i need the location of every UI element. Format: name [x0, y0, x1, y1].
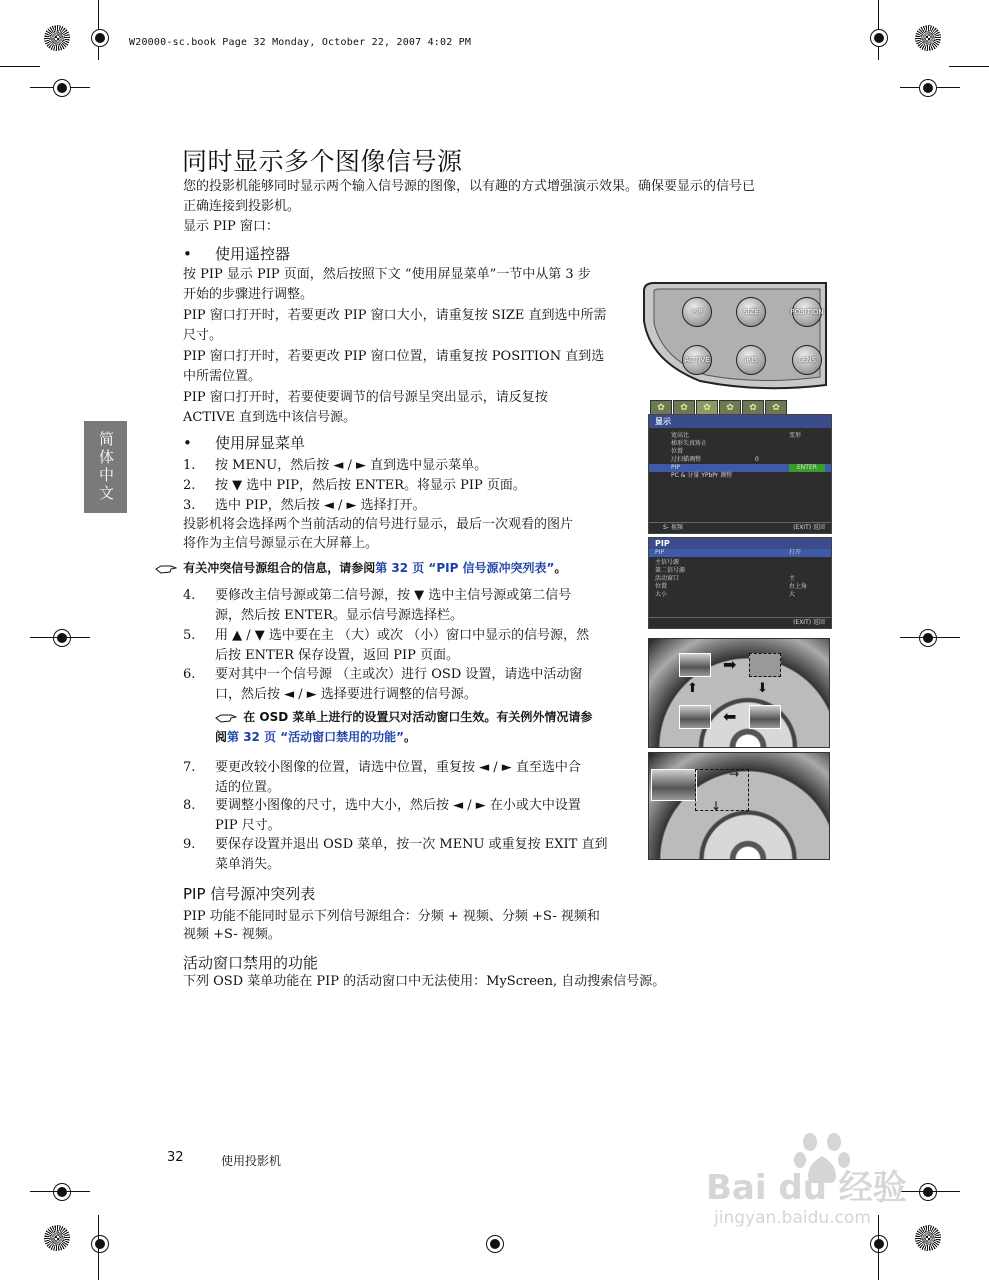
registration-mark — [870, 1235, 888, 1253]
osd-menu-row-selected — [649, 464, 831, 472]
starburst-bottom-left — [44, 1225, 70, 1251]
pip-thumbnail — [749, 705, 781, 729]
step-text: 选中 PIP，然后按 ◄ / ► 选择打开。 — [215, 498, 426, 513]
step-text: 要对其中一个信号源 （主或次）进行 OSD 设置，请选中活动窗 — [215, 667, 583, 682]
osd-menu-row — [649, 432, 831, 440]
starburst-top-right — [915, 25, 941, 51]
language-tab: 简体中文 — [84, 421, 127, 513]
registration-mark — [53, 629, 71, 647]
osd-row-label: 第二信号源 — [655, 567, 686, 574]
osd-footer-exit: (EXIT) 返回 — [793, 524, 825, 531]
step-text: 要保存设置并退出 OSD 菜单，按一次 MENU 或重复按 EXIT 直到 — [215, 837, 608, 852]
osd-row-label: 大小 — [655, 591, 668, 598]
note-text: 在 OSD 菜单上进行的设置只对活动窗口生效。有关例外情况请参 — [243, 710, 593, 724]
osd-menu-row — [649, 559, 831, 567]
step-text: 菜单消失。 — [215, 857, 281, 872]
section-heading-disabled: 活动窗口禁用的功能 — [183, 954, 319, 972]
cross-reference-link[interactable]: 第 32 页 “PIP 信号源冲突列表” — [375, 561, 555, 575]
starburst-top-left — [44, 25, 70, 51]
crop-line — [949, 66, 989, 67]
step-text: 用 ▲ / ▼ 选中要在主 （大）或次 （小）窗口中显示的信号源，然 — [215, 628, 590, 643]
remote-paragraph-line: 开始的步骤进行调整。 — [183, 287, 314, 302]
section-heading-conflict: PIP 信号源冲突列表 — [183, 885, 316, 903]
cross-reference-link[interactable]: 第 32 页 “活动窗口禁用的功能” — [227, 730, 405, 744]
osd-menu-row — [649, 456, 831, 464]
remote-paragraph-line: PIP 窗口打开时，若要更改 PIP 窗口位置，请重复按 POSITION 直到选 — [183, 349, 605, 364]
footer-section-title: 使用投影机 — [221, 1154, 282, 1168]
step-number: 2. — [183, 478, 196, 493]
registration-mark — [870, 29, 888, 47]
page-title: 同时显示多个图像信号源 — [182, 147, 463, 176]
print-header: W20000-sc.book Page 32 Monday, October 22, 2007 4:02 PM — [129, 37, 472, 48]
remote-paragraph-line: PIP 窗口打开时，若要使要调节的信号源呈突出显示，请反复按 — [183, 390, 548, 405]
step-text: 要调整小图像的尺寸，选中大小，然后按 ◄ / ► 在小或大中设置 — [215, 798, 581, 813]
section-heading-remote — [183, 243, 290, 264]
step-number: 3. — [183, 498, 196, 513]
osd-tab-icon: ✿ — [650, 400, 672, 416]
osd-tab-icon: ✿ — [742, 400, 764, 416]
intro-line: 显示 PIP 窗口： — [183, 219, 279, 234]
remote-control-illustration — [640, 281, 830, 393]
remote-pip-button: PIP — [682, 297, 712, 327]
conflict-line: PIP 功能不能同时显示下列信号源组合：分频 + 视频、分频 +S- 视频和 — [183, 909, 600, 924]
osd-footer-source: S- 视频 — [663, 524, 683, 531]
crop-line — [98, 1215, 99, 1280]
step-text: 口，然后按 ◄ / ► 选择要进行调整的信号源。 — [215, 687, 477, 702]
section-heading-osd — [183, 432, 305, 453]
registration-mark — [53, 79, 71, 97]
step-text: 适的位置。 — [215, 780, 281, 795]
osd-menu-footer — [649, 617, 831, 628]
osd-menu-row — [649, 472, 831, 480]
note-end: 。 — [404, 730, 417, 744]
osd-tab-icon: ✿ — [696, 400, 718, 416]
crop-line — [900, 637, 960, 638]
remote-paragraph-line: 尺寸。 — [183, 328, 223, 343]
pointing-hand-icon — [155, 563, 177, 575]
paragraph-line: 将作为主信号源显示在大屏幕上。 — [183, 536, 379, 551]
osd-row-value: 0 — [755, 456, 759, 463]
osd-row-label: PIP — [671, 464, 681, 471]
step-number: 1. — [183, 458, 196, 473]
heading-text: 使用屏显菜单 — [215, 434, 306, 452]
step-number: 9. — [183, 837, 196, 852]
step-text: 要更改较小图像的位置，请选中位置，重复按 ◄ / ► 直至选中合 — [215, 760, 581, 775]
note-conflict — [155, 558, 566, 578]
crop-line — [878, 1215, 879, 1280]
step-text: 按 ▼ 选中 PIP，然后按 ENTER。将显示 PIP 页面。 — [215, 478, 526, 493]
osd-row-value: 打开 — [789, 549, 802, 556]
osd-row-value: ENTER — [789, 464, 825, 472]
osd-row-value: 变形 — [789, 432, 802, 439]
registration-mark — [919, 629, 937, 647]
remote-active-button: ACTIVE — [682, 345, 712, 375]
osd-menu-row — [649, 440, 831, 448]
bullet: • — [183, 434, 192, 452]
registration-mark — [53, 1183, 71, 1201]
bullet: • — [183, 245, 192, 263]
step-number: 8. — [183, 798, 196, 813]
page-number: 32 — [167, 1150, 184, 1165]
remote-paragraph-line: 中所需位置。 — [183, 369, 262, 384]
crop-line — [30, 637, 90, 638]
osd-row-label: PIP — [655, 549, 665, 556]
pip-thumbnail — [679, 653, 711, 677]
pip-thumbnail — [651, 769, 697, 801]
osd-row-label: 梯形失真矫正 — [671, 440, 708, 447]
starburst-bottom-right — [915, 1225, 941, 1251]
conflict-line: 视频 +S- 视频。 — [183, 927, 281, 942]
remote-paragraph-line: ACTIVE 直到选中该信号源。 — [183, 410, 357, 425]
watermark-url: jingyan.baidu.com — [714, 1208, 871, 1228]
crop-line — [30, 1191, 90, 1192]
note-end: 。 — [554, 561, 567, 575]
step-text: 按 MENU，然后按 ◄ / ► 直到选中显示菜单。 — [215, 458, 488, 473]
remote-paragraph-line: 按 PIP 显示 PIP 页面，然后按照下文 “使用屏显菜单”一节中从第 3 步 — [183, 267, 591, 282]
osd-row-value: 右上角 — [789, 583, 808, 590]
osd-row-label: 过扫描调整 — [671, 456, 702, 463]
step-text: 后按 ENTER 保存设置，返回 PIP 页面。 — [215, 648, 459, 663]
pip-thumbnail-dashed — [749, 653, 781, 677]
arrow-right-icon: → — [729, 767, 740, 781]
osd-tab-strip — [650, 400, 787, 414]
osd-tab-icon: ✿ — [765, 400, 787, 416]
osd-tab-icon: ✿ — [719, 400, 741, 416]
intro-line: 正确连接到投影机。 — [183, 199, 301, 214]
osd-footer-exit: (EXIT) 返回 — [793, 619, 825, 626]
step-number: 6. — [183, 667, 196, 682]
pip-thumbnail-dashed — [695, 769, 749, 811]
registration-mark — [91, 29, 109, 47]
osd-row-label: 活动窗口 — [655, 575, 680, 582]
heading-text: 使用遥控器 — [215, 245, 291, 263]
disabled-line: 下列 OSD 菜单功能在 PIP 的活动窗口中无法使用：MyScreen, 自动搜索信号源。 — [183, 974, 666, 989]
osd-row-label: 位置 — [655, 583, 668, 590]
pip-thumbnail — [679, 705, 711, 729]
arrow-down-icon: ↓ — [711, 799, 722, 813]
registration-mark — [919, 1183, 937, 1201]
osd-menu-title: PIP — [649, 538, 831, 549]
remote-lens-button: LENS — [792, 345, 822, 375]
crop-line — [900, 1191, 960, 1192]
note-active-window — [215, 707, 635, 747]
arrow-down-icon: ⬇ — [757, 681, 768, 696]
osd-row-value: 主 — [789, 575, 796, 582]
arrow-right-icon: ➡ — [723, 655, 737, 674]
step-text: 要修改主信号源或第二信号源，按 ▼ 选中主信号源或第二信号 — [215, 588, 572, 603]
remote-position-button: POSITION — [792, 297, 822, 327]
osd-menu-row — [649, 575, 831, 583]
osd-menu-footer — [649, 522, 831, 533]
osd-row-label: PC & 分量 YPbPr 调整 — [671, 472, 733, 479]
arrow-left-icon: ⬅ — [723, 707, 737, 726]
crop-line — [0, 66, 40, 67]
paragraph-line: 投影机将会选择两个当前活动的信号进行显示，最后一次观看的图片 — [183, 517, 574, 532]
note-text: 有关冲突信号源组合的信息，请参阅 — [183, 561, 376, 575]
osd-menu-row — [649, 448, 831, 456]
pointing-hand-icon — [215, 712, 237, 724]
arrow-up-icon: ⬆ — [687, 681, 698, 696]
remote-paragraph-line: PIP 窗口打开时，若要更改 PIP 窗口大小，请重复按 SIZE 直到选中所需 — [183, 308, 607, 323]
step-number: 7. — [183, 760, 196, 775]
osd-tab-icon: ✿ — [673, 400, 695, 416]
step-number: 4. — [183, 588, 196, 603]
pip-position-illustration — [648, 752, 830, 860]
registration-mark — [486, 1235, 504, 1253]
osd-menu-title: 显示 — [649, 415, 831, 428]
remote-size-button: SIZE — [736, 297, 766, 327]
intro-line: 您的投影机能够同时显示两个输入信号源的图像，以有趣的方式增强演示效果。确保要显示的信号已 — [183, 179, 756, 194]
registration-mark — [91, 1235, 109, 1253]
osd-menu-row-selected — [649, 549, 831, 557]
osd-pip-menu — [648, 537, 832, 629]
remote-iris-button: IRIS — [736, 345, 766, 375]
osd-row-label: 主信号源 — [655, 559, 680, 566]
note-text: 阅 — [215, 730, 228, 744]
pip-active-window-illustration — [648, 638, 830, 748]
osd-row-value: 大 — [789, 591, 796, 598]
registration-mark — [919, 79, 937, 97]
osd-row-label: 宽高比 — [671, 432, 690, 439]
osd-row-label: 位置 — [671, 448, 684, 455]
step-text: 源，然后按 ENTER。显示信号源选择栏。 — [215, 608, 463, 623]
osd-menu-row — [649, 583, 831, 591]
osd-menu-row — [649, 591, 831, 599]
osd-menu-row — [649, 567, 831, 575]
step-number: 5. — [183, 628, 196, 643]
osd-display-menu — [648, 414, 832, 534]
step-text: PIP 尺寸。 — [215, 818, 281, 833]
watermark-brand: Bai du 经验 — [706, 1168, 907, 1208]
